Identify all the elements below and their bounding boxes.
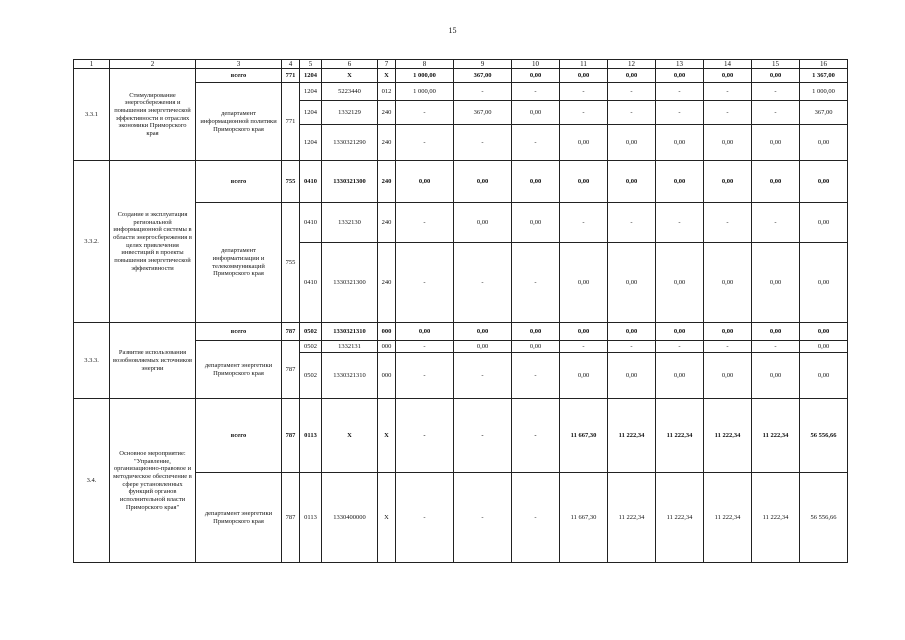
rz-pr-code: 0410 [300, 203, 322, 243]
vr-code: Х [378, 69, 396, 83]
value-cell: - [656, 83, 704, 101]
rz-pr-code: 0410 [300, 161, 322, 203]
column-number: 5 [300, 60, 322, 69]
column-number: 13 [656, 60, 704, 69]
value-cell: - [454, 83, 512, 101]
grbs-code: 755 [282, 161, 300, 203]
csr-code: Х [322, 399, 378, 473]
value-cell: - [608, 83, 656, 101]
value-cell: 0,00 [704, 69, 752, 83]
vr-code: 000 [378, 341, 396, 353]
value-cell: 56 556,66 [800, 473, 848, 563]
csr-code: 1332129 [322, 101, 378, 125]
value-cell: 1 000,00 [396, 69, 454, 83]
value-cell: 11 222,34 [752, 473, 800, 563]
value-cell: 0,00 [608, 243, 656, 323]
vr-code: 240 [378, 125, 396, 161]
value-cell: 0,00 [704, 323, 752, 341]
value-cell: 0,00 [752, 243, 800, 323]
value-cell: 0,00 [512, 341, 560, 353]
value-cell: 0,00 [454, 203, 512, 243]
value-cell: - [396, 125, 454, 161]
executor-total: всего [196, 161, 282, 203]
value-cell: - [454, 125, 512, 161]
value-cell: - [512, 353, 560, 399]
value-cell: 0,00 [752, 69, 800, 83]
value-cell: 0,00 [396, 161, 454, 203]
value-cell: 11 667,30 [560, 399, 608, 473]
measure-code: 3.3.3. [74, 323, 110, 399]
executor-name: департамент информационной политики Приморского края [196, 83, 282, 161]
budget-table [73, 59, 848, 563]
vr-code: 240 [378, 243, 396, 323]
value-cell: 0,00 [656, 161, 704, 203]
column-number: 6 [322, 60, 378, 69]
value-cell: 1 000,00 [800, 83, 848, 101]
value-cell: - [396, 341, 454, 353]
csr-code: 1332130 [322, 203, 378, 243]
executor-total: всего [196, 69, 282, 83]
rz-pr-code: 1204 [300, 83, 322, 101]
value-cell: 0,00 [512, 69, 560, 83]
value-cell: - [752, 83, 800, 101]
executor-name: департамент энергетики Приморского края [196, 341, 282, 399]
value-cell: - [656, 101, 704, 125]
value-cell: 367,00 [454, 69, 512, 83]
value-cell: 1 000,00 [396, 83, 454, 101]
value-cell: 0,00 [800, 353, 848, 399]
value-cell: - [454, 353, 512, 399]
value-cell: - [396, 243, 454, 323]
column-number: 2 [110, 60, 196, 69]
table-row [74, 69, 848, 83]
value-cell: 0,00 [800, 323, 848, 341]
rz-pr-code: 0113 [300, 399, 322, 473]
value-cell: 0,00 [396, 323, 454, 341]
value-cell: - [396, 203, 454, 243]
vr-code: 000 [378, 353, 396, 399]
grbs-code: 755 [282, 203, 300, 323]
value-cell: - [512, 83, 560, 101]
rz-pr-code: 0502 [300, 353, 322, 399]
rz-pr-code: 0502 [300, 323, 322, 341]
value-cell: 0,00 [454, 341, 512, 353]
value-cell: - [656, 203, 704, 243]
vr-code: 240 [378, 161, 396, 203]
value-cell: - [396, 399, 454, 473]
value-cell: - [608, 203, 656, 243]
value-cell: 0,00 [560, 243, 608, 323]
value-cell: - [704, 341, 752, 353]
value-cell: 11 222,34 [704, 473, 752, 563]
value-cell: 11 222,34 [656, 399, 704, 473]
vr-code: Х [378, 473, 396, 563]
csr-code: 1330321290 [322, 125, 378, 161]
value-cell: 11 222,34 [752, 399, 800, 473]
vr-code: 012 [378, 83, 396, 101]
column-number: 14 [704, 60, 752, 69]
value-cell: 0,00 [560, 161, 608, 203]
value-cell: 0,00 [752, 125, 800, 161]
value-cell: 0,00 [454, 161, 512, 203]
value-cell: 0,00 [560, 323, 608, 341]
vr-code: 000 [378, 323, 396, 341]
measure-name: Создание и эксплуатация региональной информационной системы в области энергосбережения в целях привлечения инвестиций в проекты повышения энергетической эффективности [110, 161, 196, 323]
measure-name: Стимулирование энергосбережения и повышения энергетической эффективности в отраслях экономики Приморского края [110, 69, 196, 161]
column-number: 10 [512, 60, 560, 69]
value-cell: - [704, 83, 752, 101]
measure-code: 3.4. [74, 399, 110, 563]
grbs-code: 771 [282, 69, 300, 83]
value-cell: - [704, 203, 752, 243]
value-cell: - [560, 203, 608, 243]
value-cell: 0,00 [656, 323, 704, 341]
column-number: 9 [454, 60, 512, 69]
executor-name: департамент энергетики Приморского края [196, 473, 282, 563]
column-number: 12 [608, 60, 656, 69]
value-cell: 0,00 [800, 341, 848, 353]
vr-code: Х [378, 399, 396, 473]
csr-code: 5223440 [322, 83, 378, 101]
column-number: 16 [800, 60, 848, 69]
value-cell: - [560, 341, 608, 353]
column-number: 8 [396, 60, 454, 69]
value-cell: 0,00 [800, 125, 848, 161]
column-number: 15 [752, 60, 800, 69]
vr-code: 240 [378, 203, 396, 243]
rz-pr-code: 0502 [300, 341, 322, 353]
value-cell: - [560, 101, 608, 125]
value-cell: 0,00 [512, 203, 560, 243]
measure-name: Развитие использования возобновляемых источников энергии [110, 323, 196, 399]
value-cell: 11 667,30 [560, 473, 608, 563]
csr-code: 1330321300 [322, 243, 378, 323]
column-number: 4 [282, 60, 300, 69]
csr-code: 1330321310 [322, 353, 378, 399]
page-number: 15 [448, 26, 457, 35]
value-cell: - [512, 399, 560, 473]
table-row [74, 399, 848, 473]
csr-code: Х [322, 69, 378, 83]
value-cell: - [656, 341, 704, 353]
csr-code: 1330321310 [322, 323, 378, 341]
value-cell: 56 556,66 [800, 399, 848, 473]
value-cell: 11 222,34 [608, 399, 656, 473]
value-cell: 0,00 [704, 353, 752, 399]
measure-code: 3.3.1 [74, 69, 110, 161]
measure-name: Основное мероприятие: "Управление, организационно-правовое и методическое обеспечение в сфере установленных функций органов исполнительной власти Приморского края" [110, 399, 196, 563]
value-cell: 0,00 [800, 243, 848, 323]
value-cell: 0,00 [800, 161, 848, 203]
value-cell: 0,00 [752, 353, 800, 399]
value-cell: - [608, 101, 656, 125]
value-cell: - [752, 341, 800, 353]
rz-pr-code: 1204 [300, 125, 322, 161]
value-cell: - [752, 101, 800, 125]
grbs-code: 787 [282, 341, 300, 399]
value-cell: 0,00 [752, 161, 800, 203]
csr-code: 1332131 [322, 341, 378, 353]
value-cell: 367,00 [800, 101, 848, 125]
measure-code: 3.3.2. [74, 161, 110, 323]
value-cell: 11 222,34 [608, 473, 656, 563]
value-cell: 0,00 [800, 203, 848, 243]
value-cell: 0,00 [656, 125, 704, 161]
value-cell: 0,00 [704, 243, 752, 323]
column-number: 1 [74, 60, 110, 69]
value-cell: 0,00 [560, 125, 608, 161]
value-cell: - [396, 101, 454, 125]
value-cell: 1 367,00 [800, 69, 848, 83]
column-number-row [74, 60, 848, 69]
value-cell: - [512, 243, 560, 323]
value-cell: - [512, 125, 560, 161]
value-cell: 0,00 [560, 69, 608, 83]
grbs-code: 787 [282, 323, 300, 341]
vr-code: 240 [378, 101, 396, 125]
value-cell: 0,00 [608, 161, 656, 203]
value-cell: - [512, 473, 560, 563]
value-cell: 0,00 [512, 323, 560, 341]
value-cell: 0,00 [608, 353, 656, 399]
rz-pr-code: 0410 [300, 243, 322, 323]
value-cell: 0,00 [752, 323, 800, 341]
value-cell: - [752, 203, 800, 243]
value-cell: - [704, 101, 752, 125]
value-cell: 367,00 [454, 101, 512, 125]
value-cell: 0,00 [704, 161, 752, 203]
value-cell: - [454, 399, 512, 473]
executor-total: всего [196, 323, 282, 341]
value-cell: 11 222,34 [704, 399, 752, 473]
value-cell: 0,00 [608, 323, 656, 341]
grbs-code: 787 [282, 473, 300, 563]
csr-code: 1330321300 [322, 161, 378, 203]
executor-total: всего [196, 399, 282, 473]
value-cell: - [396, 353, 454, 399]
value-cell: - [608, 341, 656, 353]
rz-pr-code: 1204 [300, 69, 322, 83]
value-cell: 0,00 [512, 161, 560, 203]
csr-code: 1330400000 [322, 473, 378, 563]
value-cell: 0,00 [656, 353, 704, 399]
value-cell: - [396, 473, 454, 563]
rz-pr-code: 1204 [300, 101, 322, 125]
grbs-code: 787 [282, 399, 300, 473]
column-number: 7 [378, 60, 396, 69]
column-number: 11 [560, 60, 608, 69]
value-cell: 0,00 [656, 69, 704, 83]
value-cell: 0,00 [608, 125, 656, 161]
rz-pr-code: 0113 [300, 473, 322, 563]
value-cell: 0,00 [704, 125, 752, 161]
value-cell: 0,00 [608, 69, 656, 83]
table-row [74, 323, 848, 341]
value-cell: - [454, 473, 512, 563]
value-cell: - [560, 83, 608, 101]
value-cell: 0,00 [560, 353, 608, 399]
value-cell: - [454, 243, 512, 323]
value-cell: 0,00 [512, 101, 560, 125]
value-cell: 11 222,34 [656, 473, 704, 563]
value-cell: 0,00 [454, 323, 512, 341]
column-number: 3 [196, 60, 282, 69]
table-row [74, 161, 848, 203]
executor-name: департамент информатизации и телекоммуникаций Приморского края [196, 203, 282, 323]
grbs-code: 771 [282, 83, 300, 161]
value-cell: 0,00 [656, 243, 704, 323]
